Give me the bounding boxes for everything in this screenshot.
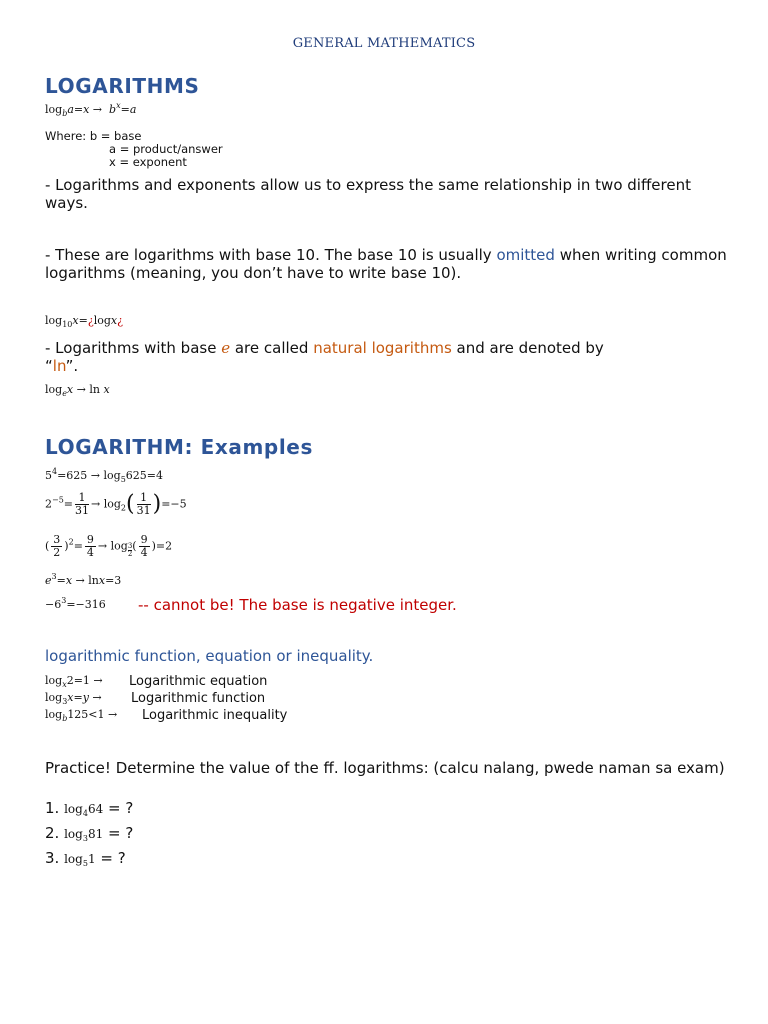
- negative-base-note: -- cannot be! The base is negative integer.: [138, 596, 457, 614]
- natural-log-formula: $\log_ex \to \ln x$: [45, 383, 110, 398]
- practice-question-2: 2. $\log_381$ = ?: [45, 824, 134, 843]
- section-title-examples: LOGARITHM: Examples: [45, 435, 313, 459]
- log-function-formula: $\log_3x=y$ →: [45, 691, 102, 706]
- where-product: a = product/answer: [109, 142, 223, 156]
- page-header: GENERAL MATHEMATICS: [292, 36, 476, 51]
- practice-prompt: Practice! Determine the value of the ff. logarithms: (calcu nalang, pwede naman sa exam): [45, 759, 725, 777]
- log-inequality-formula: $\log_b125<1$ →: [45, 708, 118, 723]
- paragraph-natural-log: - Logarithms with base e are called natural logarithms and are denoted by “ln”.: [45, 339, 604, 375]
- example-1: $5^4=625 \to \log_5625=4$: [45, 467, 164, 484]
- log-equation-formula: $\log_x2=1$ →: [45, 674, 103, 689]
- omitted-highlight: omitted: [496, 246, 555, 264]
- example-4: $e^3=x \to \ln x=3$: [45, 572, 122, 587]
- log-equation-label: Logarithmic equation: [129, 674, 268, 689]
- definition-formula: $\log_ba=x \to b^x=a$: [45, 101, 137, 118]
- example-5: $-6^3=-316$: [45, 596, 106, 611]
- practice-question-1: 1. $\log_464$ = ?: [45, 799, 134, 818]
- example-3: ( $\frac{3}{2}$ )$^2$= $\frac{9}{4}$ → log $\frac{3}{2}$ ( $\frac{9}{4}$ )=2: [45, 533, 173, 559]
- log-function-label: Logarithmic function: [131, 691, 266, 706]
- section-title-function: logarithmic function, equation or inequality.: [45, 647, 374, 665]
- where-base: Where: b = base: [45, 129, 142, 143]
- where-exponent: x = exponent: [109, 155, 187, 169]
- paragraph-relationship: - Logarithms and exponents allow us to express the same relationship in two different ways.: [45, 176, 691, 212]
- log-inequality-label: Logarithmic inequality: [142, 708, 288, 723]
- example-2: $2^{-5}=$ $\frac{1}{31}$ → $\log_2$( $\frac{1}{31}$ )=−5: [45, 491, 187, 517]
- paragraph-common-log: - These are logarithms with base 10. The base 10 is usually omitted when writing common logarithms (meaning, you don’t have to write base 10).: [45, 246, 727, 282]
- practice-question-3: 3. $\log_51$ = ?: [45, 849, 126, 868]
- common-log-formula: $\log_{10}x=¿\log x¿$: [45, 314, 124, 329]
- section-title-logarithms: LOGARITHMS: [45, 74, 200, 98]
- natural-log-highlight: natural logarithms: [313, 339, 452, 357]
